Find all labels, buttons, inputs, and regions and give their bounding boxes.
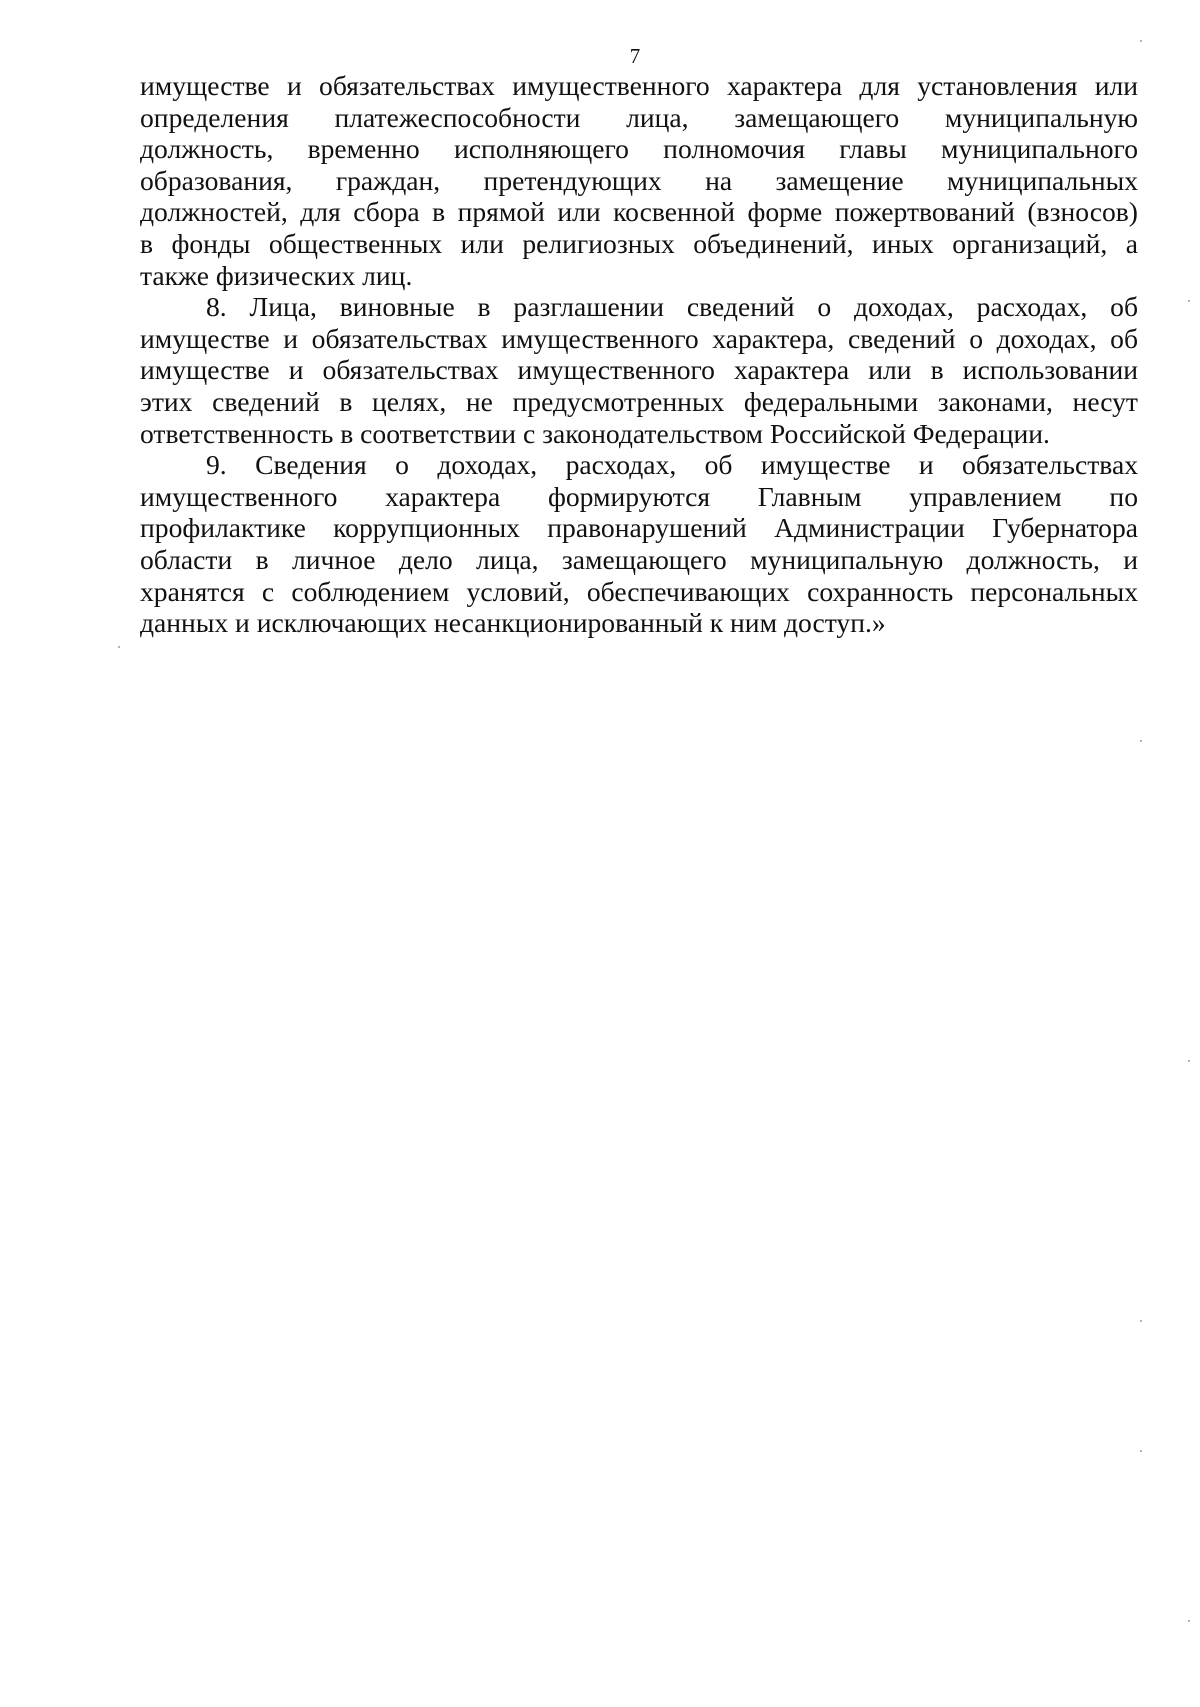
scan-speck: [1188, 1620, 1190, 1622]
text-line: определения платежеспособности лица, замещающего муниципальную: [140, 101, 1138, 133]
text-line: хранятся с соблюдением условий, обеспечивающих сохранность персональных: [140, 575, 1138, 607]
paragraph-continuation: [140, 70, 1138, 291]
scan-speck: [1140, 740, 1142, 742]
document-body: [140, 70, 1138, 639]
scan-speck: [1140, 1320, 1142, 1322]
text-line: имущественного характера формируются Главным управлением по: [140, 480, 1138, 512]
text-line: ответственность в соответствии с законодательством Российской Федерации.: [140, 417, 1050, 449]
scan-speck: [118, 646, 120, 648]
text-line: также физических лиц.: [140, 259, 413, 291]
scan-speck: [1188, 1060, 1190, 1062]
text-line: области в личное дело лица, замещающего муниципальную должность, и: [140, 543, 1138, 575]
text-line: этих сведений в целях, не предусмотренных федеральными законами, несут: [140, 385, 1138, 417]
scan-speck: [1140, 1450, 1142, 1452]
paragraph-item-8: [140, 291, 1138, 449]
text-line: в фонды общественных или религиозных объединений, иных организаций, а: [140, 227, 1138, 259]
scan-speck: [1188, 300, 1190, 302]
text-line: имуществе и обязательствах имущественного характера, сведений о доходах, об: [140, 322, 1138, 354]
text-line: данных и исключающих несанкционированный к ним доступ.»: [140, 607, 886, 639]
page-number: 7: [629, 44, 641, 68]
text-line: 9. Сведения о доходах, расходах, об имуществе и обязательствах: [206, 449, 1138, 481]
text-line: имуществе и обязательствах имущественного характера или в использовании: [140, 354, 1138, 386]
text-line: 8. Лица, виновные в разглашении сведений о доходах, расходах, об: [206, 291, 1138, 323]
text-line: должностей, для сбора в прямой или косвенной форме пожертвований (взносов): [140, 196, 1138, 228]
text-line: профилактике коррупционных правонарушений Администрации Губернатора: [140, 512, 1138, 544]
scan-speck: [1140, 40, 1142, 42]
text-line: образования, граждан, претендующих на замещение муниципальных: [140, 164, 1138, 196]
paragraph-item-9: [140, 449, 1138, 639]
text-line: должность, временно исполняющего полномочия главы муниципального: [140, 133, 1138, 165]
text-line: имуществе и обязательствах имущественного характера для установления или: [140, 70, 1138, 101]
